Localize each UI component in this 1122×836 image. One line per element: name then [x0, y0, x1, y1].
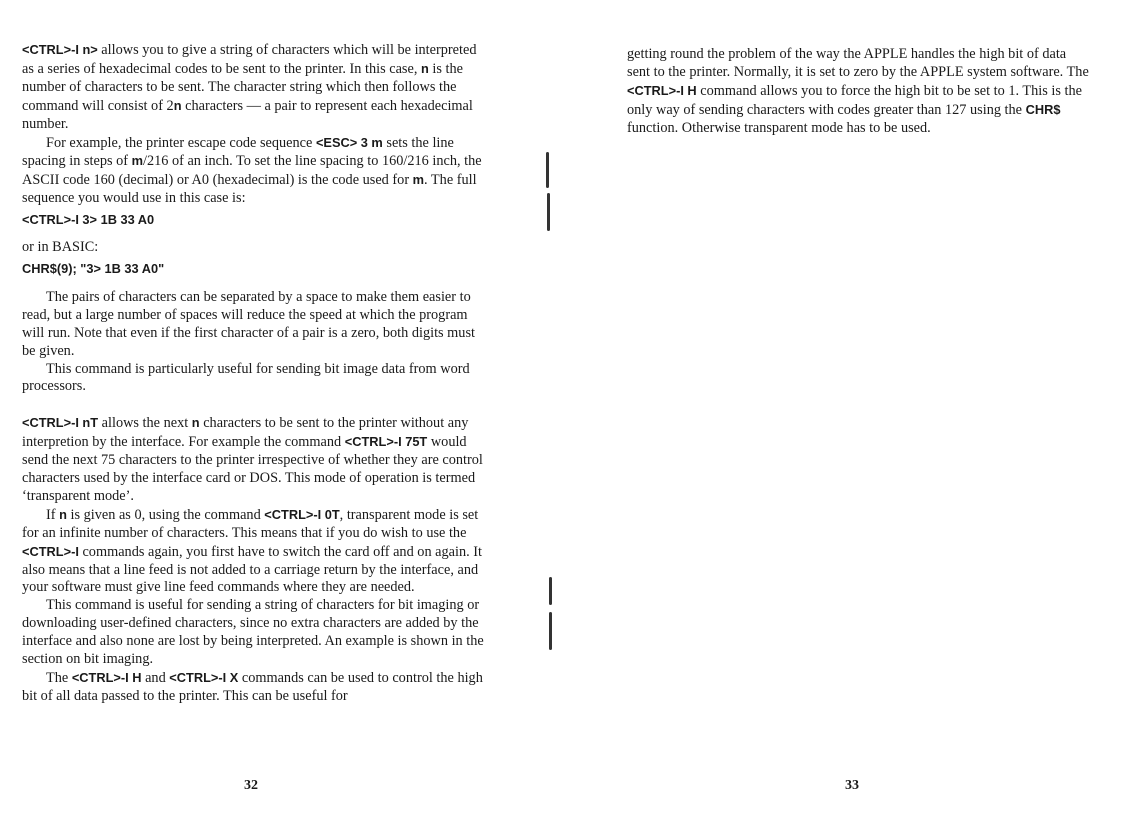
body-text: The — [46, 670, 72, 686]
command-keyword: <CTRL>-I H — [71, 670, 142, 685]
gutter-mark — [547, 193, 550, 231]
left-paragraph — [22, 41, 484, 134]
body-text: . The full sequence you would use in this case is: — [22, 172, 477, 207]
command-keyword: n — [191, 415, 200, 431]
command-keyword: <CTRL>-I — [22, 42, 83, 57]
body-text: command allows you to force the high bit to be set to 1. This is the only way of sending characters with codes greater than 127 using the — [627, 82, 1082, 118]
left-paragraph — [22, 289, 484, 361]
body-text: For example, the printer escape code sequence — [46, 134, 316, 151]
command-keyword: m — [412, 172, 425, 188]
body-text: This command is particularly useful for sending bit image data from word processors. — [22, 360, 470, 395]
body-text: is given as 0, using the command — [66, 506, 265, 523]
command-keyword: <CTRL>-I 75T — [344, 434, 428, 450]
body-text: characters to be sent to the printer without any interpretion by the interface. For example the command — [22, 415, 469, 451]
body-text: and — [141, 670, 170, 686]
command-keyword: n — [421, 60, 429, 76]
left-paragraph — [22, 361, 484, 397]
body-text: /216 of an inch. To set the line spacing to 160/216 inch, the ASCII code 160 (decimal) or A0 (hexadecimal) is the code used for — [22, 153, 482, 189]
body-text: characters — a pair to represent each hexadecimal number. — [22, 97, 473, 132]
left-paragraph — [22, 239, 484, 257]
left-paragraph — [22, 669, 484, 706]
left-paragraph — [22, 597, 484, 669]
left-paragraph — [22, 414, 484, 506]
right-page-text — [627, 46, 1089, 138]
body-text: or in BASIC: — [22, 239, 99, 256]
body-text: is the number of characters to be sent. The character string which then follows the command will consist of 2 — [22, 60, 463, 114]
left-paragraph — [22, 211, 484, 230]
body-text: sets the line spacing in steps of — [22, 134, 454, 170]
command-keyword: <CTRL>-I 0T — [264, 506, 340, 522]
gutter-mark — [546, 152, 549, 188]
body-text: getting round the problem of the way the APPLE handles the high bit of data sent to the printer. Normally, it is set to zero by the APPLE system software. The — [627, 46, 1089, 80]
body-text: This command is useful for sending a string of characters for bit imaging or downloading user-defined characters, since no extra characters are added by the interface and also none are lost by being interpreted. An example is shown in the section on bit imaging. — [22, 597, 484, 668]
left-page-text — [22, 41, 484, 706]
page-number-left: 32 — [244, 778, 258, 793]
command-keyword: CHR$(9); "3> 1B 33 A0" — [22, 260, 165, 276]
right-paragraph — [627, 46, 1089, 138]
command-keyword: n — [59, 506, 67, 522]
right-page — [561, 0, 1122, 836]
command-keyword: <CTRL>-I — [22, 543, 79, 559]
command-keyword: <CTRL>-I X — [169, 670, 239, 685]
gutter-mark — [549, 612, 552, 650]
left-paragraph — [22, 134, 484, 209]
page-number-right: 33 — [845, 778, 859, 793]
command-keyword: <CTRL>-I nT — [22, 415, 99, 431]
body-text: allows you to give a string of characters which will be interpreted as a series of hexadecimal codes to be sent to the printer. In this case, — [22, 42, 477, 77]
left-paragraph — [22, 260, 484, 279]
body-text: The pairs of characters can be separated by a space to make them easier to read, but a large number of spaces will reduce the speed at which the program will run. Note that even if the first character of a pair is a zero, both digits must be given. — [22, 288, 475, 359]
command-keyword: <CTRL>-I 3> 1B 33 A0 — [22, 212, 155, 228]
body-text: commands again, you first have to switch the card off and on again. It also means that a line feed is not added to a carriage return by the interface, and your software must give line feed commands where they are needed. — [22, 543, 483, 596]
command-keyword: <ESC> 3 m — [315, 134, 383, 150]
command-keyword: CHR$ — [1025, 101, 1061, 117]
command-keyword: m — [131, 153, 143, 169]
gutter-mark — [549, 577, 552, 605]
body-text: would send the next 75 characters to the printer irrespective of whether they are control characters used by the interface card or DOS. This mode of operation is termed ‘transparent mode’. — [22, 434, 483, 504]
body-text: If — [46, 506, 60, 523]
command-keyword: n — [173, 97, 182, 113]
body-text: , transparent mode is set for an infinite number of characters. This means that if you do wish to use the — [22, 506, 479, 541]
left-paragraph — [22, 506, 484, 598]
body-text: function. Otherwise transparent mode has to be used. — [627, 119, 931, 136]
command-keyword: <CTRL>-I H — [627, 82, 697, 98]
body-text: allows the next — [98, 415, 192, 432]
body-text: commands can be used to control the high bit of all data passed to the printer. This can be useful for — [22, 670, 483, 704]
command-keyword: n> — [82, 42, 98, 57]
